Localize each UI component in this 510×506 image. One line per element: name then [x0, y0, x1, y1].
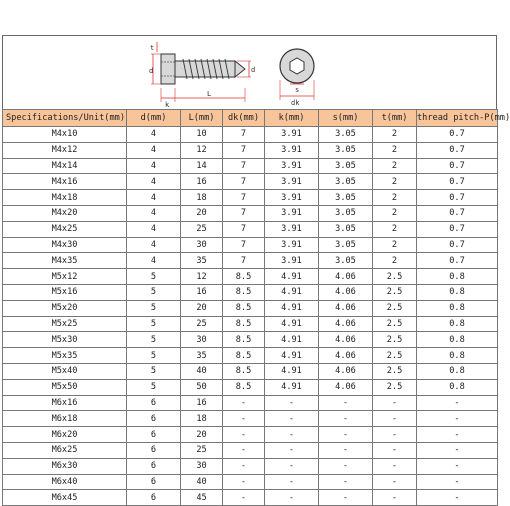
- L-cell: 40: [181, 363, 223, 379]
- d-cell: 6: [127, 490, 181, 506]
- dk-cell: -: [223, 442, 265, 458]
- t-cell: -: [373, 427, 417, 443]
- L-cell: 25: [181, 316, 223, 332]
- t-cell: 2: [373, 253, 417, 269]
- table-row: [3, 221, 498, 237]
- k-cell: 4.91: [265, 269, 319, 285]
- table-row: [3, 253, 498, 269]
- pitch-cell: 0.7: [417, 158, 498, 174]
- d-cell: 4: [127, 142, 181, 158]
- s-cell: -: [319, 458, 373, 474]
- k-cell: -: [265, 474, 319, 490]
- L-cell: 12: [181, 142, 223, 158]
- L-cell: 40: [181, 474, 223, 490]
- s-cell: 3.05: [319, 142, 373, 158]
- s-cell: 4.06: [319, 332, 373, 348]
- table-row: [3, 269, 498, 285]
- spec-cell: M4x14: [3, 158, 127, 174]
- dk-cell: 7: [223, 174, 265, 190]
- spec-cell: M4x20: [3, 205, 127, 221]
- header-t: t(mm): [373, 110, 417, 127]
- pitch-cell: 0.8: [417, 348, 498, 364]
- t-cell: -: [373, 442, 417, 458]
- k-cell: -: [265, 490, 319, 506]
- d-cell: 5: [127, 269, 181, 285]
- t-cell: -: [373, 395, 417, 411]
- table-row: [3, 174, 498, 190]
- screw-side-view-diagram: [149, 40, 259, 108]
- dk-cell: -: [223, 395, 265, 411]
- header-L: L(mm): [181, 110, 223, 127]
- s-label: s: [295, 86, 300, 94]
- table-row: [3, 379, 498, 395]
- pitch-cell: -: [417, 490, 498, 506]
- k-cell: 3.91: [265, 237, 319, 253]
- d-cell: 4: [127, 158, 181, 174]
- spec-sheet: [2, 35, 510, 503]
- spec-cell: M6x20: [3, 427, 127, 443]
- header-d: d(mm): [127, 110, 181, 127]
- spec-cell: M4x10: [3, 127, 127, 143]
- t-cell: 2.5: [373, 363, 417, 379]
- spec-cell: M5x25: [3, 316, 127, 332]
- d-cell: 6: [127, 458, 181, 474]
- table-row: [3, 316, 498, 332]
- s-cell: -: [319, 411, 373, 427]
- k-cell: 4.91: [265, 379, 319, 395]
- table-row: [3, 490, 498, 506]
- table-row: [3, 127, 498, 143]
- s-cell: 3.05: [319, 158, 373, 174]
- pitch-cell: 0.7: [417, 190, 498, 206]
- dk-cell: 7: [223, 237, 265, 253]
- pitch-cell: 0.7: [417, 142, 498, 158]
- d-cell: 4: [127, 221, 181, 237]
- t-cell: -: [373, 490, 417, 506]
- pitch-cell: 0.8: [417, 363, 498, 379]
- screw-end-view-diagram: [275, 40, 325, 108]
- spec-cell: M5x30: [3, 332, 127, 348]
- dk-cell: 7: [223, 221, 265, 237]
- L-cell: 14: [181, 158, 223, 174]
- header-spec: Specifications/Unit(mm): [3, 110, 127, 127]
- dk-cell: 8.5: [223, 269, 265, 285]
- pitch-cell: -: [417, 427, 498, 443]
- s-cell: 4.06: [319, 363, 373, 379]
- table-row: [3, 474, 498, 490]
- k-cell: 3.91: [265, 253, 319, 269]
- pitch-cell: -: [417, 474, 498, 490]
- pitch-cell: 0.8: [417, 269, 498, 285]
- t-cell: 2: [373, 190, 417, 206]
- spec-table: [2, 109, 510, 506]
- table-row: [3, 442, 498, 458]
- spec-cell: M4x16: [3, 174, 127, 190]
- L-cell: 12: [181, 269, 223, 285]
- k-cell: 4.91: [265, 363, 319, 379]
- k-cell: -: [265, 395, 319, 411]
- d-label-right: d: [251, 66, 256, 74]
- table-row: [3, 205, 498, 221]
- k-cell: 4.91: [265, 348, 319, 364]
- spec-cell: M5x35: [3, 348, 127, 364]
- dk-cell: 7: [223, 158, 265, 174]
- L-cell: 16: [181, 174, 223, 190]
- k-cell: 4.91: [265, 284, 319, 300]
- header-pitch: thread pitch-P(mm): [417, 110, 498, 127]
- L-label: L: [207, 90, 212, 98]
- dk-cell: -: [223, 490, 265, 506]
- table-row: [3, 190, 498, 206]
- spec-cell: M6x40: [3, 474, 127, 490]
- L-cell: 30: [181, 332, 223, 348]
- t-cell: 2: [373, 205, 417, 221]
- s-cell: 4.06: [319, 269, 373, 285]
- header-s: s(mm): [319, 110, 373, 127]
- k-cell: 4.91: [265, 316, 319, 332]
- s-cell: 4.06: [319, 379, 373, 395]
- dk-cell: 7: [223, 253, 265, 269]
- d-cell: 6: [127, 442, 181, 458]
- k-cell: 3.91: [265, 174, 319, 190]
- s-cell: 3.05: [319, 221, 373, 237]
- spec-cell: M5x16: [3, 284, 127, 300]
- table-row: [3, 363, 498, 379]
- dk-cell: -: [223, 411, 265, 427]
- L-cell: 45: [181, 490, 223, 506]
- table-row: [3, 411, 498, 427]
- s-cell: 4.06: [319, 348, 373, 364]
- pitch-cell: -: [417, 458, 498, 474]
- L-cell: 18: [181, 190, 223, 206]
- s-cell: 3.05: [319, 190, 373, 206]
- t-cell: -: [373, 474, 417, 490]
- dk-cell: 8.5: [223, 332, 265, 348]
- s-cell: -: [319, 474, 373, 490]
- d-cell: 6: [127, 427, 181, 443]
- s-cell: -: [319, 442, 373, 458]
- k-label: k: [165, 101, 170, 109]
- dk-cell: 7: [223, 205, 265, 221]
- table-row: [3, 237, 498, 253]
- spec-cell: M4x35: [3, 253, 127, 269]
- L-cell: 25: [181, 442, 223, 458]
- t-label: t: [150, 44, 155, 52]
- pitch-cell: 0.7: [417, 237, 498, 253]
- table-header-row: [3, 110, 498, 127]
- d-cell: 5: [127, 284, 181, 300]
- s-cell: 4.06: [319, 316, 373, 332]
- d-cell: 5: [127, 363, 181, 379]
- s-cell: 3.05: [319, 237, 373, 253]
- L-cell: 35: [181, 348, 223, 364]
- d-cell: 5: [127, 379, 181, 395]
- table-row: [3, 458, 498, 474]
- t-cell: 2.5: [373, 379, 417, 395]
- d-cell: 4: [127, 253, 181, 269]
- spec-cell: M6x16: [3, 395, 127, 411]
- k-cell: -: [265, 458, 319, 474]
- s-cell: 3.05: [319, 253, 373, 269]
- pitch-cell: 0.8: [417, 300, 498, 316]
- k-cell: 3.91: [265, 158, 319, 174]
- L-cell: 10: [181, 127, 223, 143]
- pitch-cell: 0.7: [417, 221, 498, 237]
- L-cell: 16: [181, 395, 223, 411]
- spec-cell: M4x30: [3, 237, 127, 253]
- spec-cell: M6x25: [3, 442, 127, 458]
- d-cell: 5: [127, 332, 181, 348]
- table-row: [3, 348, 498, 364]
- header-dk: dk(mm): [223, 110, 265, 127]
- diagram-panel: [2, 35, 497, 110]
- spec-cell: M6x18: [3, 411, 127, 427]
- dk-cell: 7: [223, 142, 265, 158]
- k-cell: 4.91: [265, 332, 319, 348]
- header-k: k(mm): [265, 110, 319, 127]
- k-cell: 3.91: [265, 190, 319, 206]
- t-cell: 2: [373, 221, 417, 237]
- t-cell: 2: [373, 142, 417, 158]
- L-cell: 16: [181, 284, 223, 300]
- pitch-cell: 0.8: [417, 284, 498, 300]
- spec-cell: M6x45: [3, 490, 127, 506]
- t-cell: 2.5: [373, 284, 417, 300]
- k-cell: 3.91: [265, 221, 319, 237]
- d-cell: 6: [127, 474, 181, 490]
- pitch-cell: -: [417, 395, 498, 411]
- dk-cell: 8.5: [223, 348, 265, 364]
- spec-cell: M5x50: [3, 379, 127, 395]
- dk-cell: 7: [223, 127, 265, 143]
- pitch-cell: 0.7: [417, 127, 498, 143]
- s-cell: -: [319, 395, 373, 411]
- spec-cell: M5x40: [3, 363, 127, 379]
- spec-cell: M6x30: [3, 458, 127, 474]
- t-cell: 2.5: [373, 332, 417, 348]
- d-cell: 4: [127, 237, 181, 253]
- s-cell: 4.06: [319, 284, 373, 300]
- d-cell: 4: [127, 127, 181, 143]
- dk-label: dk: [291, 99, 300, 107]
- s-cell: 4.06: [319, 300, 373, 316]
- d-cell: 6: [127, 395, 181, 411]
- s-cell: 3.05: [319, 127, 373, 143]
- dk-cell: -: [223, 458, 265, 474]
- spec-cell: M4x25: [3, 221, 127, 237]
- k-cell: -: [265, 427, 319, 443]
- L-cell: 20: [181, 300, 223, 316]
- t-cell: 2: [373, 237, 417, 253]
- k-cell: 3.91: [265, 205, 319, 221]
- dk-cell: 8.5: [223, 379, 265, 395]
- t-cell: -: [373, 458, 417, 474]
- t-cell: 2: [373, 127, 417, 143]
- table-row: [3, 300, 498, 316]
- d-label-left: d: [149, 67, 154, 75]
- d-cell: 6: [127, 411, 181, 427]
- table-row: [3, 284, 498, 300]
- L-cell: 20: [181, 427, 223, 443]
- table-row: [3, 395, 498, 411]
- k-cell: -: [265, 442, 319, 458]
- pitch-cell: 0.7: [417, 253, 498, 269]
- s-cell: -: [319, 490, 373, 506]
- s-cell: 3.05: [319, 174, 373, 190]
- L-cell: 35: [181, 253, 223, 269]
- t-cell: 2: [373, 174, 417, 190]
- pitch-cell: 0.8: [417, 332, 498, 348]
- table-row: [3, 158, 498, 174]
- pitch-cell: 0.8: [417, 379, 498, 395]
- spec-cell: M5x20: [3, 300, 127, 316]
- t-cell: 2.5: [373, 316, 417, 332]
- t-cell: 2.5: [373, 269, 417, 285]
- L-cell: 20: [181, 205, 223, 221]
- dk-cell: 8.5: [223, 300, 265, 316]
- t-cell: 2: [373, 158, 417, 174]
- L-cell: 50: [181, 379, 223, 395]
- k-cell: -: [265, 411, 319, 427]
- dk-cell: 8.5: [223, 363, 265, 379]
- t-cell: 2.5: [373, 348, 417, 364]
- pitch-cell: 0.8: [417, 316, 498, 332]
- d-cell: 5: [127, 348, 181, 364]
- spec-cell: M5x12: [3, 269, 127, 285]
- dk-cell: 8.5: [223, 316, 265, 332]
- k-cell: 3.91: [265, 127, 319, 143]
- d-cell: 4: [127, 205, 181, 221]
- d-cell: 4: [127, 174, 181, 190]
- d-cell: 5: [127, 316, 181, 332]
- d-cell: 5: [127, 300, 181, 316]
- dk-cell: 7: [223, 190, 265, 206]
- table-row: [3, 332, 498, 348]
- pitch-cell: -: [417, 411, 498, 427]
- s-cell: 3.05: [319, 205, 373, 221]
- table-row: [3, 427, 498, 443]
- dk-cell: 8.5: [223, 284, 265, 300]
- dk-cell: -: [223, 427, 265, 443]
- L-cell: 25: [181, 221, 223, 237]
- table-body: [3, 127, 498, 506]
- dk-cell: -: [223, 474, 265, 490]
- s-cell: -: [319, 427, 373, 443]
- k-cell: 4.91: [265, 300, 319, 316]
- t-cell: 2.5: [373, 300, 417, 316]
- spec-cell: M4x18: [3, 190, 127, 206]
- pitch-cell: 0.7: [417, 205, 498, 221]
- d-cell: 4: [127, 190, 181, 206]
- pitch-cell: -: [417, 442, 498, 458]
- L-cell: 30: [181, 237, 223, 253]
- L-cell: 30: [181, 458, 223, 474]
- t-cell: -: [373, 411, 417, 427]
- L-cell: 18: [181, 411, 223, 427]
- spec-cell: M4x12: [3, 142, 127, 158]
- table-row: [3, 142, 498, 158]
- k-cell: 3.91: [265, 142, 319, 158]
- pitch-cell: 0.7: [417, 174, 498, 190]
